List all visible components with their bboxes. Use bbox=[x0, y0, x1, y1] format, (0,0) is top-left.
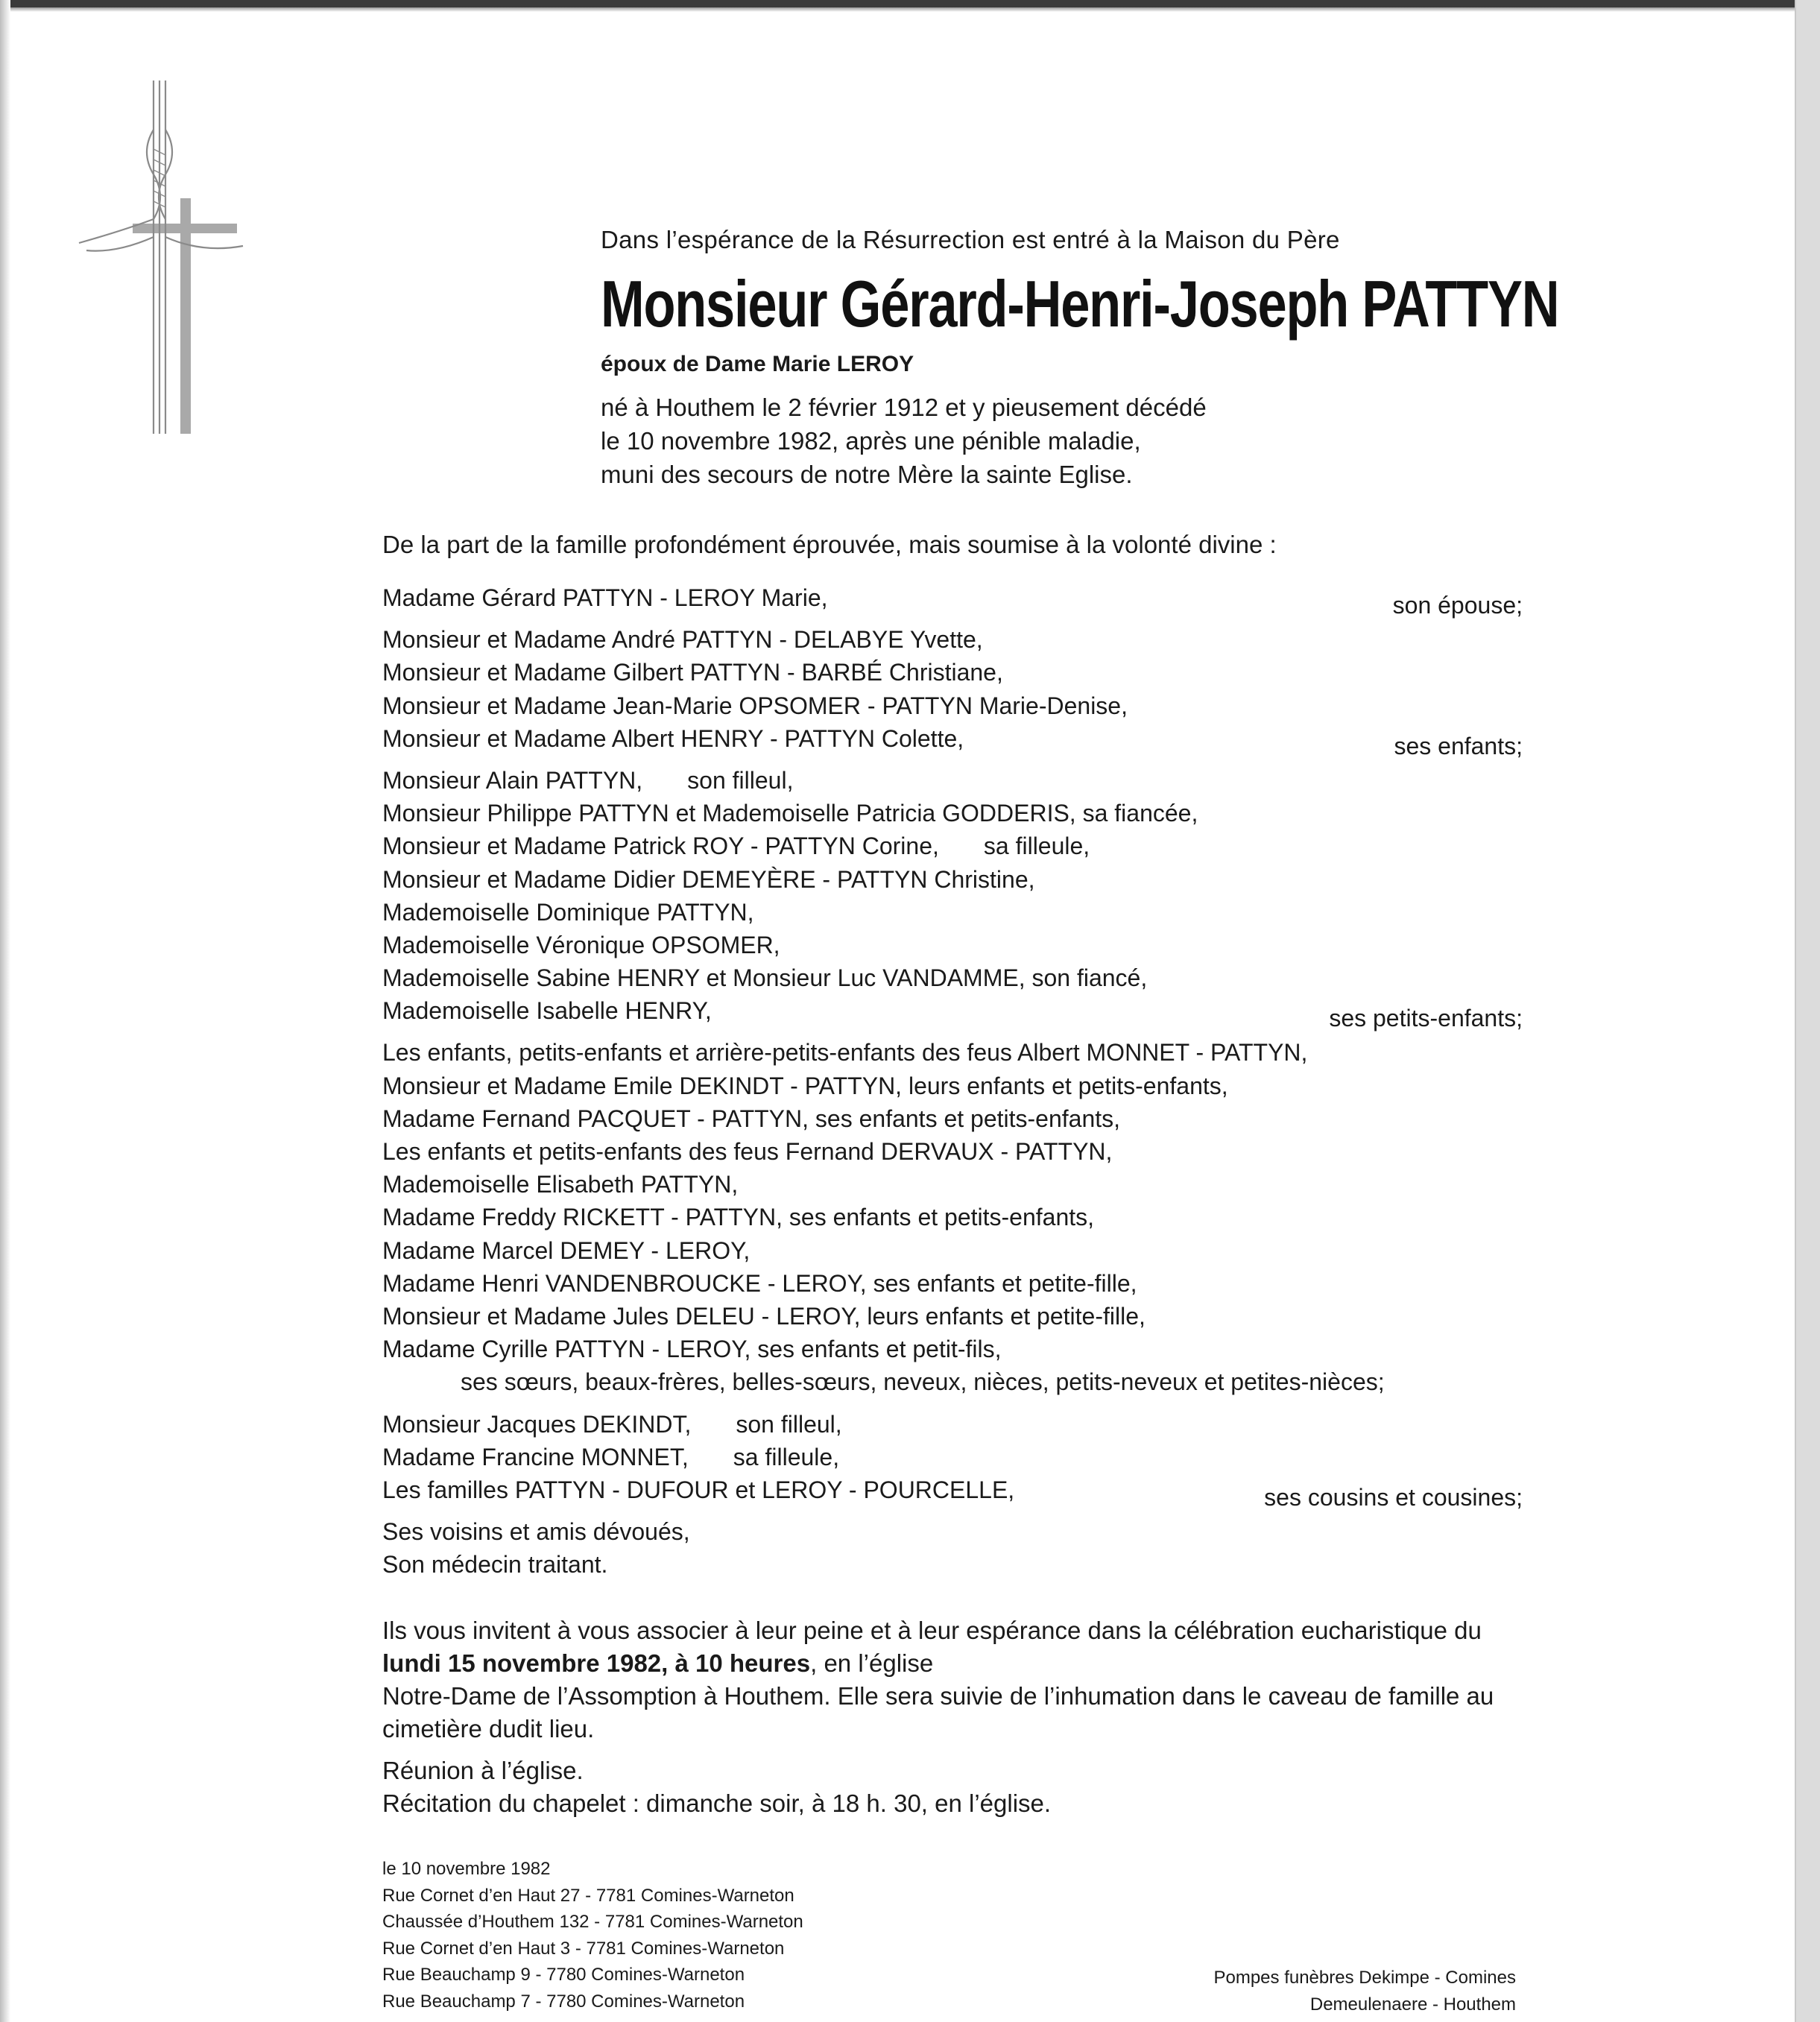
mourner-row bbox=[382, 764, 1523, 797]
mourner-name: Monsieur et Madame Emile DEKINDT - PATTYN, leurs enfants et petits-enfants, bbox=[382, 1072, 1228, 1099]
resurrection-intro: Dans l’espérance de la Résurrection est entré à la Maison du Père bbox=[601, 226, 1340, 253]
mourner-row bbox=[382, 1441, 1523, 1473]
mourner-inline-relation: son filleul, bbox=[736, 1410, 842, 1438]
mourner-name: Mademoiselle Dominique PATTYN, bbox=[382, 898, 754, 926]
mourner-name: Madame Fernand PACQUET - PATTYN, ses enfants et petits-enfants, bbox=[382, 1105, 1121, 1132]
undertaker-line: Demeulenaere - Houthem bbox=[1309, 1994, 1516, 2015]
invitation-text: Ils vous invitent à vous associer à leur peine et à leur espérance dans la célébration eucharistique du bbox=[382, 1617, 1482, 1644]
mourner-row bbox=[382, 581, 1523, 619]
mourner-name: Monsieur Alain PATTYN, bbox=[382, 766, 643, 794]
undertaker-line: Pompes funèbres Dekimpe - Comines bbox=[1213, 1968, 1516, 1988]
mourner-name: Ses voisins et amis dévoués, bbox=[382, 1518, 690, 1546]
cross-icon bbox=[72, 78, 250, 435]
mourner-name: Mademoiselle Isabelle HENRY, bbox=[382, 997, 712, 1025]
rosary-line: Récitation du chapelet : dimanche soir, à 18 h. 30, en l’église. bbox=[382, 1789, 1052, 1817]
mourner-name: Les enfants et petits-enfants des feus Fernand DERVAUX - PATTYN, bbox=[382, 1138, 1113, 1165]
mourner-relation: son épouse; bbox=[1392, 592, 1523, 619]
mourner-row bbox=[382, 896, 1523, 929]
undertaker bbox=[1213, 1965, 1516, 2018]
mourner-name: Madame Gérard PATTYN - LEROY Marie, bbox=[382, 584, 828, 611]
footer-date: le 10 novembre 1982 bbox=[382, 1859, 551, 1879]
mourner-row bbox=[382, 1135, 1523, 1168]
mourner-row bbox=[382, 656, 1523, 689]
mourner-row bbox=[382, 722, 1523, 759]
mourner-name: Madame Freddy RICKETT - PATTYN, ses enfants et petits-enfants, bbox=[382, 1204, 1095, 1231]
mourner-row bbox=[382, 1234, 1523, 1267]
mourner-row bbox=[382, 1365, 1523, 1398]
ceremony-date-time: lundi 15 novembre 1982, à 10 heures bbox=[382, 1649, 811, 1677]
mourner-row bbox=[382, 1201, 1523, 1233]
address-line: Rue Beauchamp 9 - 7780 Comines-Warneton bbox=[382, 1965, 745, 1985]
address-line: Rue Cornet d’en Haut 3 - 7781 Comines-Warneton bbox=[382, 1938, 785, 1959]
mourner-row bbox=[382, 623, 1523, 656]
mourner-row bbox=[382, 1300, 1523, 1333]
invitation bbox=[382, 1614, 1530, 1820]
mourner-row bbox=[382, 830, 1523, 862]
mourner-row bbox=[382, 1548, 1523, 1581]
invitation-paragraph bbox=[382, 1614, 1530, 1745]
bio-line: muni des secours de notre Mère la sainte Eglise. bbox=[601, 461, 1133, 488]
mourner-name: Monsieur et Madame Jules DELEU - LEROY, leurs enfants et petite-fille, bbox=[382, 1302, 1146, 1330]
mourner-inline-relation: sa filleule, bbox=[983, 833, 1090, 860]
mourner-row bbox=[382, 994, 1523, 1032]
mourner-relation: ses cousins et cousines; bbox=[1264, 1483, 1523, 1511]
mourner-name: ses sœurs, beaux-frères, belles-sœurs, neveux, nièces, petits-neveux et petites-nièces; bbox=[461, 1368, 1385, 1396]
mourner-name: Monsieur et Madame Gilbert PATTYN - BARBÉ Christiane, bbox=[382, 659, 1003, 686]
mourner-name: Les familles PATTYN - DUFOUR et LEROY - POURCELLE, bbox=[382, 1476, 1015, 1503]
mourner-row bbox=[382, 797, 1523, 830]
mourner-name: Monsieur Philippe PATTYN et Mademoiselle Patricia GODDERIS, sa fiancée, bbox=[382, 800, 1198, 827]
mourner-name: Les enfants, petits-enfants et arrière-petits-enfants des feus Albert MONNET - PATTYN, bbox=[382, 1039, 1308, 1067]
mourner-name: Son médecin traitant. bbox=[382, 1551, 608, 1579]
mourner-name: Madame Cyrille PATTYN - LEROY, ses enfants et petit-fils, bbox=[382, 1336, 1002, 1363]
mourner-name: Madame Marcel DEMEY - LEROY, bbox=[382, 1236, 751, 1264]
mourner-name: Monsieur et Madame Patrick ROY - PATTYN Corine, bbox=[382, 833, 939, 860]
mourner-relation: ses enfants; bbox=[1394, 732, 1523, 759]
mourner-name: Mademoiselle Elisabeth PATTYN, bbox=[382, 1171, 739, 1198]
mourner-relation: ses petits-enfants; bbox=[1329, 1005, 1523, 1032]
mourner-row bbox=[382, 1070, 1523, 1102]
spouse-line: époux de Dame Marie LEROY bbox=[601, 352, 914, 376]
scan-top-shadow bbox=[0, 7, 1820, 12]
invitation-text-cont: , en l’église bbox=[810, 1649, 934, 1677]
mourner-name: Monsieur et Madame André PATTYN - DELABYE Yvette, bbox=[382, 626, 983, 654]
mourner-name: Monsieur et Madame Jean-Marie OPSOMER - PATTYN Marie-Denise, bbox=[382, 692, 1128, 719]
mourner-name: Madame Henri VANDENBROUCKE - LEROY, ses enfants et petite-fille, bbox=[382, 1269, 1137, 1297]
biography bbox=[601, 391, 1207, 491]
scan-right-edge bbox=[1795, 0, 1820, 2022]
mourner-row bbox=[382, 961, 1523, 994]
mourner-row bbox=[382, 1168, 1523, 1201]
mourner-name: Monsieur et Madame Didier DEMEYÈRE - PATTYN Christine, bbox=[382, 865, 1035, 893]
mourner-row bbox=[382, 1408, 1523, 1441]
mourner-name: Mademoiselle Véronique OPSOMER, bbox=[382, 931, 780, 958]
mourner-row bbox=[382, 1102, 1523, 1135]
mourner-inline-relation: son filleul, bbox=[687, 766, 794, 794]
mourner-row bbox=[382, 1515, 1523, 1548]
address-line: Chaussée d’Houthem 132 - 7781 Comines-Warneton bbox=[382, 1912, 803, 1932]
meeting-line: Réunion à l’église. bbox=[382, 1757, 584, 1784]
mourner-name: Monsieur et Madame Albert HENRY - PATTYN Colette, bbox=[382, 724, 964, 752]
mourner-row bbox=[382, 863, 1523, 896]
footer-addresses bbox=[382, 1856, 803, 2015]
mourner-name: Monsieur Jacques DEKINDT, bbox=[382, 1410, 692, 1438]
mourner-row bbox=[382, 1473, 1523, 1511]
mourner-row bbox=[382, 689, 1523, 722]
family-intro: De la part de la famille profondément éprouvée, mais soumise à la volonté divine : bbox=[382, 531, 1277, 558]
mourners-list bbox=[382, 581, 1523, 1581]
address-line: Rue Beauchamp 7 - 7780 Comines-Warneton bbox=[382, 1991, 745, 2012]
deceased-name: Monsieur Gérard-Henri-Joseph PATTYN bbox=[601, 267, 1559, 341]
address-line: Rue Cornet d’en Haut 27 - 7781 Comines-Warneton bbox=[382, 1885, 794, 1906]
mourner-row bbox=[382, 929, 1523, 961]
scan-top-border bbox=[0, 0, 1820, 7]
scan-left-edge bbox=[0, 0, 10, 2022]
bio-line: né à Houthem le 2 février 1912 et y pieusement décédé bbox=[601, 394, 1207, 421]
invitation-location: Notre-Dame de l’Assomption à Houthem. Elle sera suivie de l’inhumation dans le caveau de famille au cimetière dudit lieu. bbox=[382, 1682, 1494, 1743]
mourner-row bbox=[382, 1267, 1523, 1300]
mourner-name: Madame Francine MONNET, bbox=[382, 1443, 689, 1470]
mourner-name: Mademoiselle Sabine HENRY et Monsieur Luc VANDAMME, son fiancé, bbox=[382, 964, 1148, 992]
mourner-inline-relation: sa filleule, bbox=[733, 1443, 840, 1470]
bio-line: le 10 novembre 1982, après une pénible maladie, bbox=[601, 427, 1141, 455]
mourner-row bbox=[382, 1333, 1523, 1365]
mourner-row bbox=[382, 1036, 1523, 1069]
